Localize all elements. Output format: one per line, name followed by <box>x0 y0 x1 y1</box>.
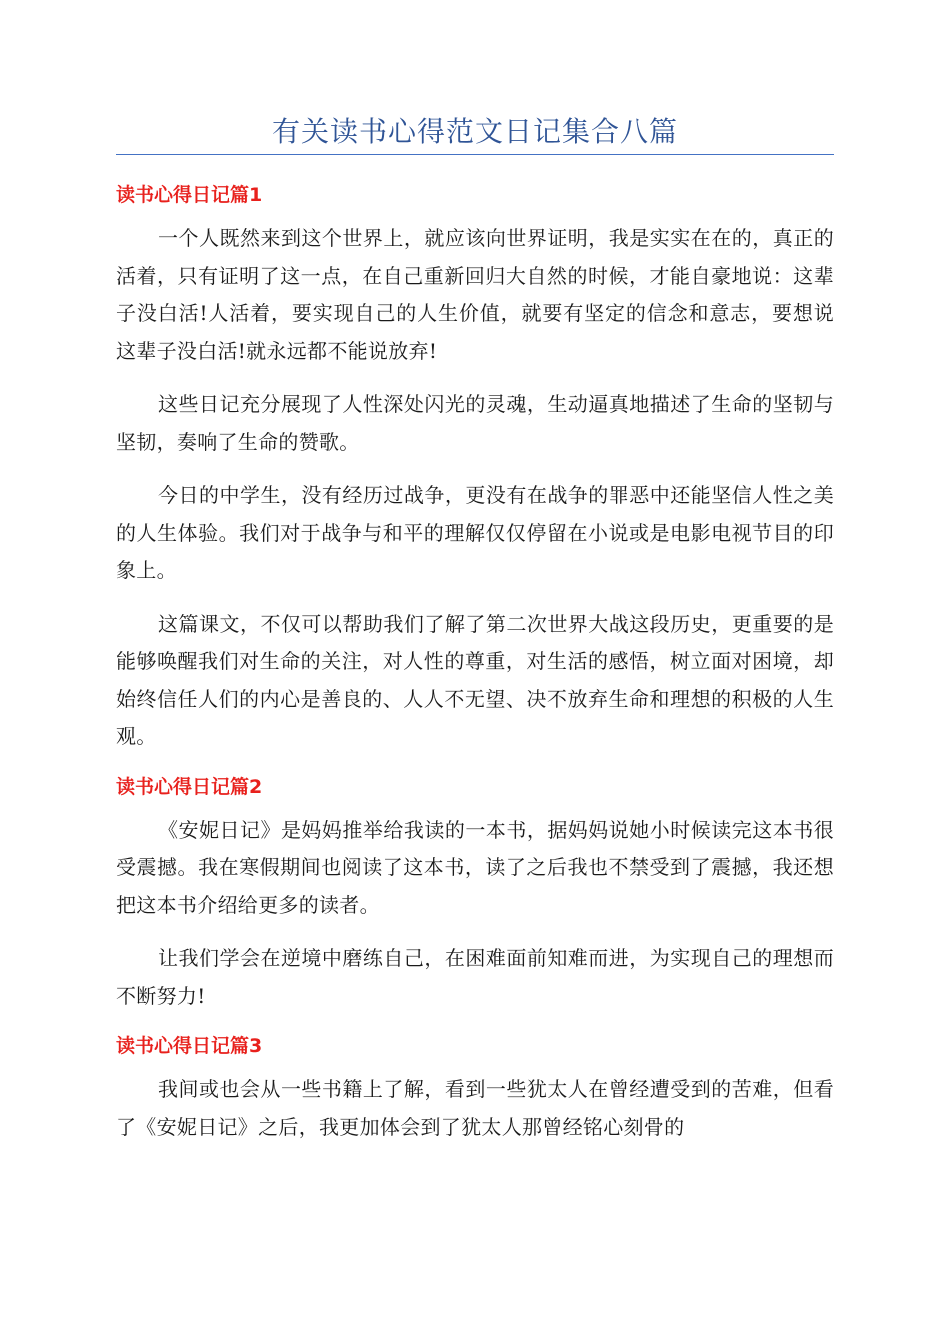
paragraph: 这些日记充分展现了人性深处闪光的灵魂，生动逼真地描述了生命的坚韧与坚韧，奏响了生命的赞歌。 <box>116 392 834 454</box>
title-underline-divider <box>116 154 834 155</box>
paragraph: 一个人既然来到这个世界上，就应该向世界证明，我是实实在在的，真正的活着，只有证明了这一点，在自己重新回归大自然的时候，才能自豪地说：这辈子没白活!人活着，要实现自己的人生价值，就要有坚定的信念和意志，要想说这辈子没白活!就永远都不能说放弃! <box>116 226 834 363</box>
paragraph: 这篇课文，不仅可以帮助我们了解了第二次世界大战这段历史，更重要的是能够唤醒我们对生命的关注，对人性的尊重，对生活的感悟，树立面对困境，却始终信任人们的内心是善良的、人人不无望、决不放弃生命和理想的积极的人生观。 <box>116 611 834 748</box>
document-body <box>116 176 834 1162</box>
section-heading: 读书心得日记篇1 <box>116 184 263 206</box>
document-title: 有关读书心得范文日记集合八篇 <box>271 115 678 148</box>
section-diary-1 <box>116 180 834 756</box>
paragraph: 我间或也会从一些书籍上了解，看到一些犹太人在曾经遭受到的苦难，但看了《安妮日记》之后，我更加体会到了犹太人那曾经铭心刻骨的 <box>116 1077 834 1139</box>
paragraph: 《安妮日记》是妈妈推举给我读的一本书，据妈妈说她小时候读完这本书很受震撼。我在寒假期间也阅读了这本书，读了之后我也不禁受到了震撼，我还想把这本书介绍给更多的读者。 <box>116 817 834 917</box>
section-diary-3 <box>116 1031 834 1146</box>
section-diary-2 <box>116 772 834 1016</box>
section-heading: 读书心得日记篇3 <box>116 1035 263 1057</box>
paragraph: 让我们学会在逆境中磨练自己，在困难面前知难而进，为实现自己的理想而不断努力! <box>116 946 834 1008</box>
section-heading: 读书心得日记篇2 <box>116 775 263 798</box>
paragraph: 今日的中学生，没有经历过战争，更没有在战争的罪恶中还能坚信人性之美的人生体验。我们对于战争与和平的理解仅仅停留在小说或是电影电视节目的印象上。 <box>116 483 834 582</box>
